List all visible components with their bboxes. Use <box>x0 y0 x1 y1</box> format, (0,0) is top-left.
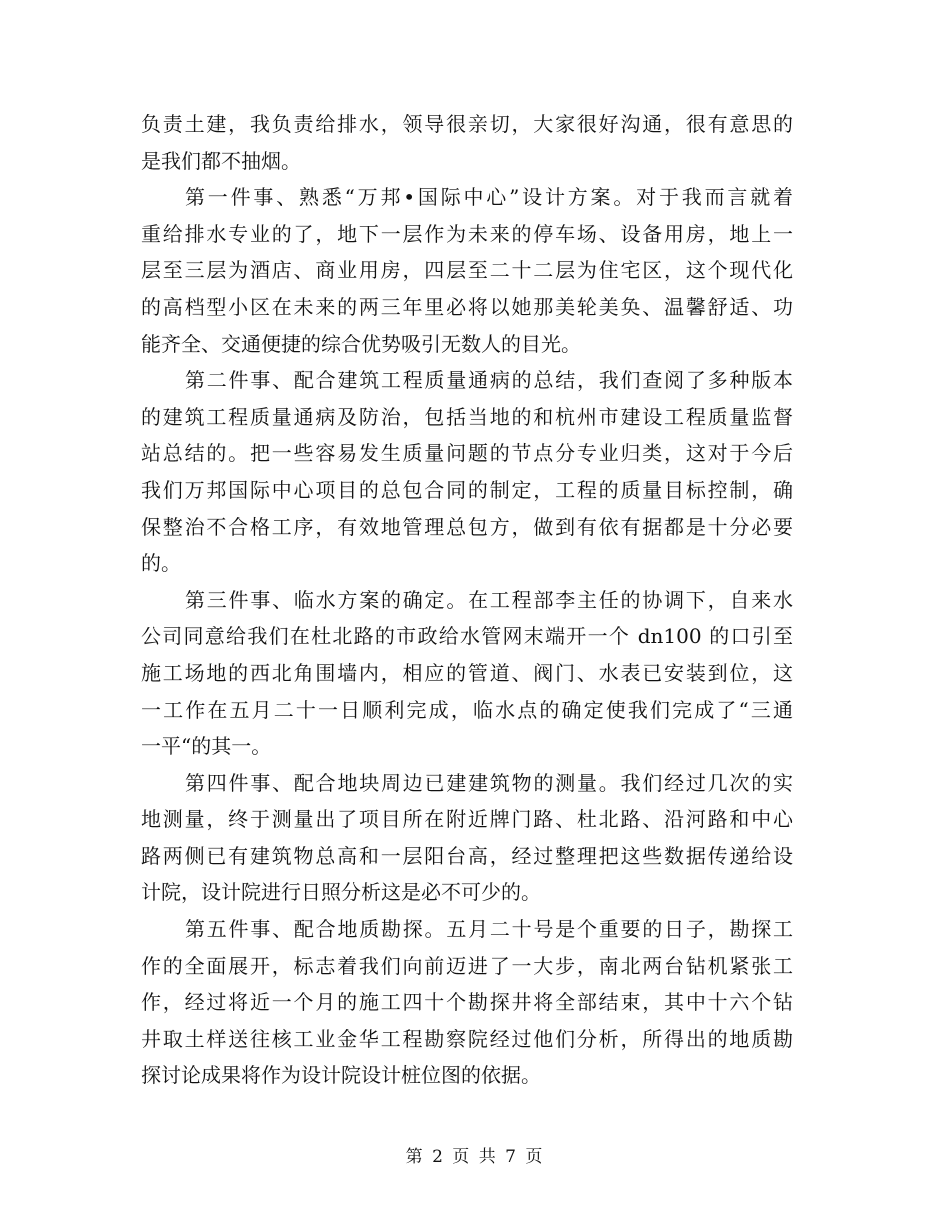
text-line: 我们万邦国际中心项目的总包合同的制定，工程的质量目标控制，确 <box>141 477 793 502</box>
text-line: 第三件事、临水方案的确定。在工程部李主任的协调下，自来水 <box>185 587 793 612</box>
document-body <box>141 106 793 1094</box>
text-line: 的建筑工程质量通病及防治，包括当地的和杭州市建设工程质量监督 <box>141 404 793 429</box>
text-line: 一平“的其一。 <box>141 734 272 759</box>
text-line: 第一件事、熟悉“万邦•国际中心”设计方案。对于我而言就着 <box>185 185 793 210</box>
text-line: 作的全面展开，标志着我们向前迈进了一大步，南北两台钻机紧张工 <box>141 953 793 978</box>
page-number-footer: 第 2 页 共 7 页 <box>405 1147 545 1167</box>
text-line: 是我们都不抽烟。 <box>141 148 301 173</box>
text-line: 第二件事、配合建筑工程质量通病的总结，我们查阅了多种版本 <box>185 368 793 393</box>
text-line: 重给排水专业的了，地下一层作为未来的停车场、设备用房，地上一 <box>141 221 793 246</box>
text-line: 探讨论成果将作为设计院设计桩位图的依据。 <box>141 1063 541 1088</box>
text-line: 第五件事、配合地质勘探。五月二十号是个重要的日子，勘探工 <box>185 917 793 942</box>
text-line: 的高档型小区在未来的两三年里必将以她那美轮美奂、温馨舒适、功 <box>141 294 793 319</box>
text-line: 第四件事、配合地块周边已建建筑物的测量。我们经过几次的实 <box>185 770 793 795</box>
text-line: 能齐全、交通便捷的综合优势吸引无数人的目光。 <box>141 331 581 356</box>
text-line: 井取土样送往核工业金华工程勘察院经过他们分析，所得出的地质勘 <box>141 1026 793 1051</box>
text-line: 路两侧已有建筑物总高和一层阳台高，经过整理把这些数据传递给设 <box>141 843 793 868</box>
text-line: 一工作在五月二十一日顺利完成，临水点的确定使我们完成了“三通 <box>141 697 793 722</box>
text-line: 公司同意给我们在杜北路的市政给水管网末端开一个 dn100 的口引至 <box>141 624 793 649</box>
text-line: 负责土建，我负责给排水，领导很亲切，大家很好沟通，很有意思的 <box>141 112 793 136</box>
text-line: 作，经过将近一个月的施工四十个勘探井将全部结束，其中十六个钻 <box>141 990 793 1015</box>
text-line: 的。 <box>141 551 181 576</box>
text-line: 计院，设计院进行日照分析这是必不可少的。 <box>141 880 541 905</box>
text-line: 施工场地的西北角围墙内，相应的管道、阀门、水表已安装到位，这 <box>141 660 793 685</box>
text-line: 地测量，终于测量出了项目所在附近牌门路、杜北路、沿河路和中心 <box>141 807 793 832</box>
text-line: 站总结的。把一些容易发生质量问题的节点分专业归类，这对于今后 <box>141 441 793 466</box>
text-line: 保整治不合格工序，有效地管理总包方，做到有依有据都是十分必要 <box>141 514 793 539</box>
text-line: 层至三层为酒店、商业用房，四层至二十二层为住宅区，这个现代化 <box>141 258 793 283</box>
